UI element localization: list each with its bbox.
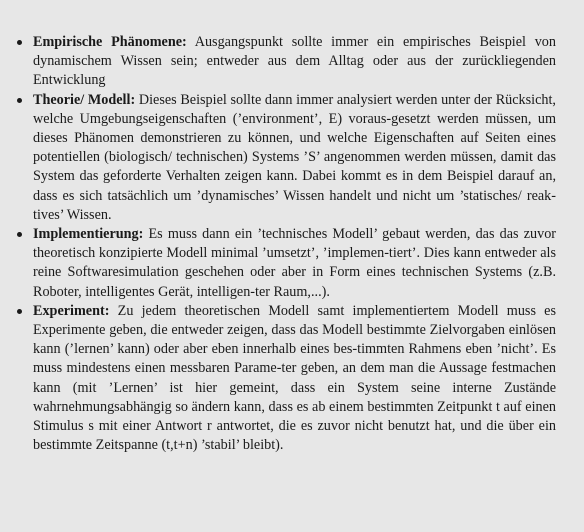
item-text: Zu jedem theoretischen Modell samt implementiertem Modell muss es Experimente geben, die entweder zeigen, dass das Modell bestimmte Zielvorgaben einlösen kann (’lernen’ kann) oder aber eben innerhalb eines bes-timmten Rahmens eben ’nicht’. Es muss mindestens einen messbaren Parame-ter geben, an dem man die Aussage festmachen kann (mit ’Lernen’ ist hier gemeint, dass ein System seine interne Zustände wahrnehmungsabhängig so ändern kann, dass es ab einem bestimmten Zeitpunkt t auf einen Stimulus s mit einer Antwort r antwortet, die es zuvor nicht benutzt hat, und die über ein bestimmte Zeitspanne (t,t+n) ’stabil’ bleibt).	[33, 302, 556, 454]
list-item-implementierung	[14, 225, 556, 302]
item-text: Es muss dann ein ’technisches Modell’ gebaut werden, das das zuvor theoretisch konzipierte Modell minimal ’umsetzt’, ’implemen-tiert’. Dies kann entweder als reine Softwaresimulation geschehen oder aber in Form eines technischen Systems (z.B. Roboter, intelligentes Gerät, intelligen-ter Raum,...).	[33, 226, 557, 300]
bullet-icon	[17, 40, 22, 45]
item-term: Empirische Phänomene:	[33, 34, 187, 50]
item-term: Experiment:	[33, 302, 110, 319]
bullet-list	[14, 33, 556, 455]
bullet-icon	[17, 232, 22, 237]
list-item-empirische-phaenomene	[14, 33, 556, 91]
item-text: Dieses Beispiel sollte dann immer analysiert werden unter der Rücksicht, welche Umgebungseigenschaften (’environment’, E) voraus-gesetzt werden müssen, um dieses Phänomen demonstrieren zu können, und welche Eigenschaften auf Seiten eines potentiellen (biologisch/ technischen) Systems ’S’ angenommen werden müssen, damit das System das geforderte Verhalten zeigen kann. Dabei kommt es in dem Beispiel darauf an, dass es sich tatsächlich um ’dynamisches’ Wissen handelt und nicht um ’statisches/ reak-tives’ Wissen.	[33, 91, 556, 223]
item-term: Implementierung:	[33, 226, 144, 243]
list-item-theorie-modell	[14, 91, 556, 225]
list-item-experiment	[14, 302, 556, 456]
bullet-icon	[17, 309, 22, 314]
bullet-icon	[17, 98, 22, 103]
item-text: Ausgangspunkt sollte immer ein empirisches Beispiel von dynamischem Wissen sein; entweder aus dem Alltag oder aus der zurückliegenden Entwicklung	[33, 34, 556, 89]
item-term: Theorie/ Modell:	[33, 91, 136, 108]
